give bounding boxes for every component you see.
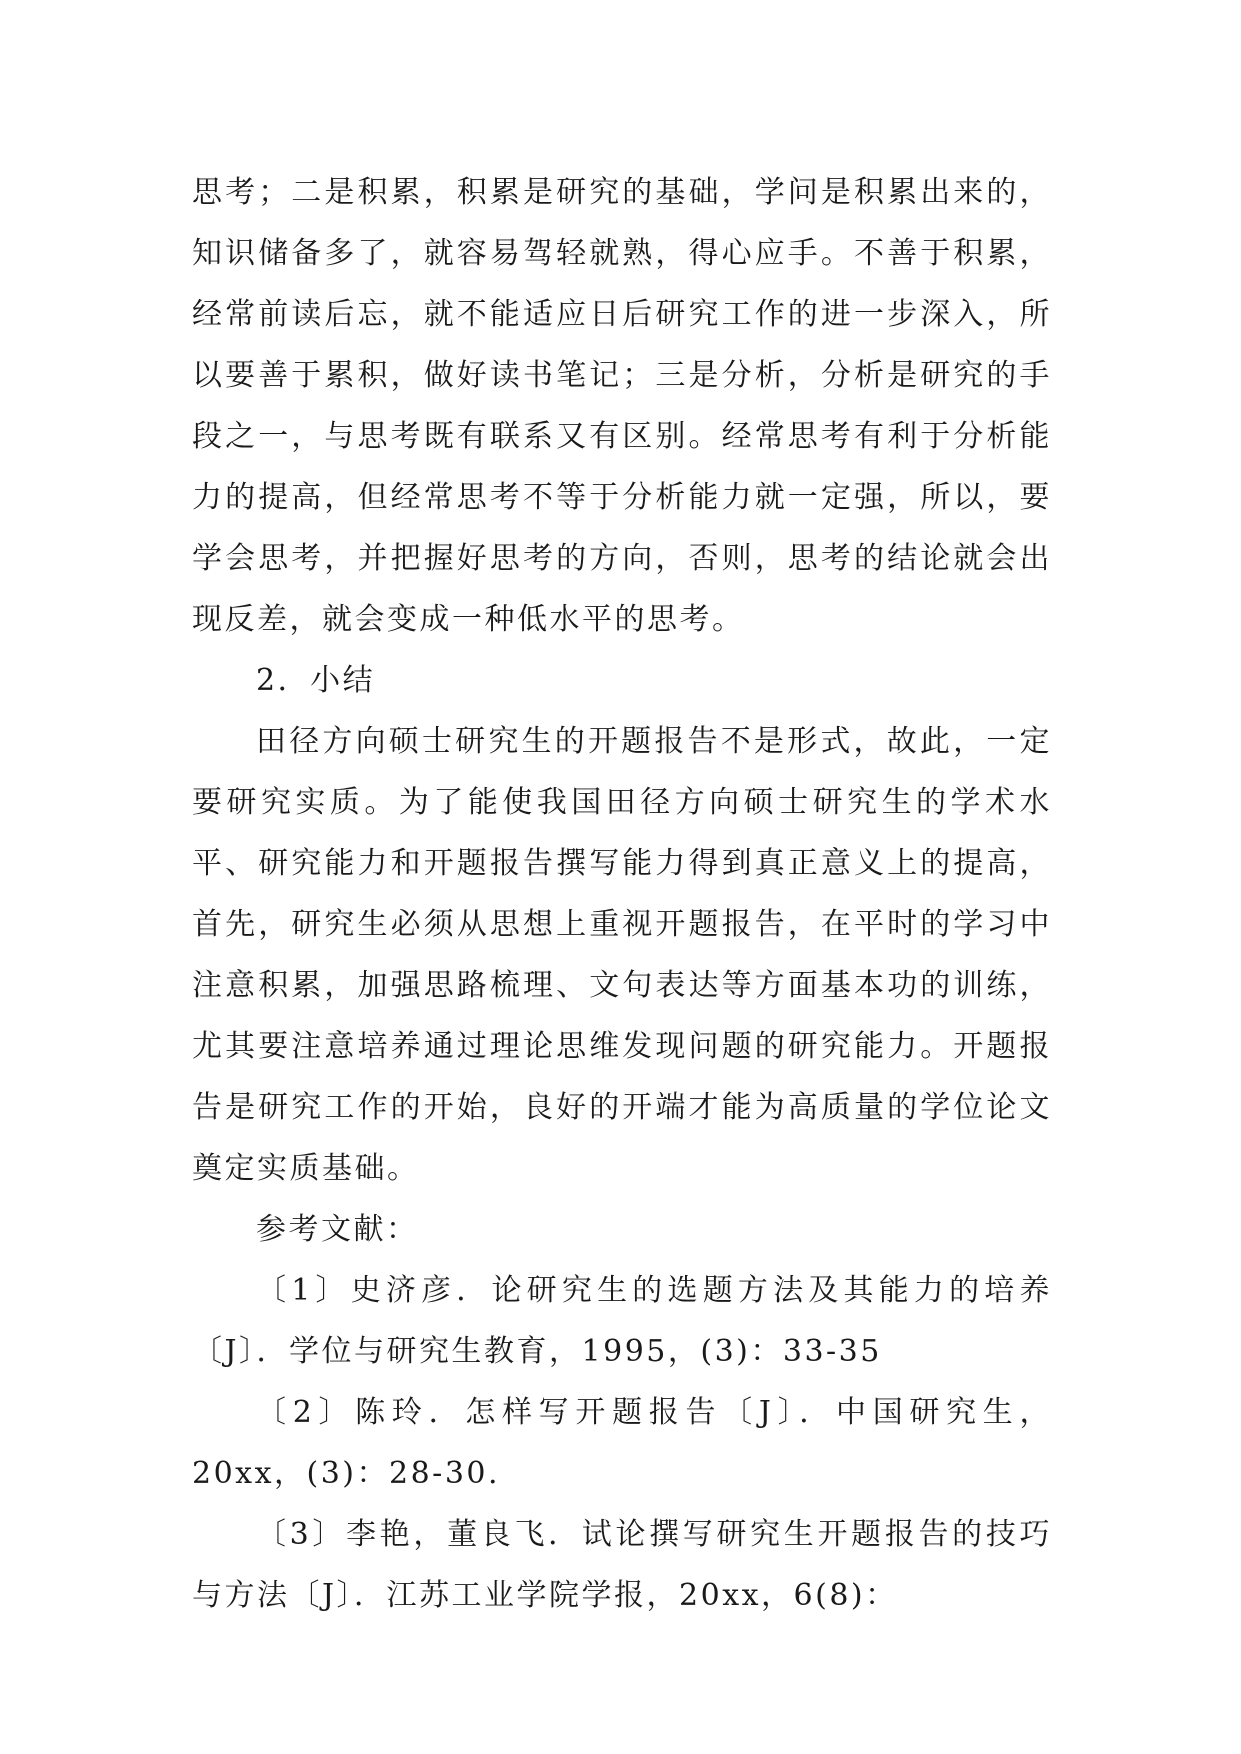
body-paragraph-continued: 思考；二是积累，积累是研究的基础，学问是积累出来的，知识储备多了，就容易驾轻就熟，得心应手。不善于积累，经常前读后忘，就不能适应日后研究工作的进一步深入，所以要善于累积，做好读书笔记；三是分析，分析是研究的手段之一，与思考既有联系又有区别。经常思考有利于分析能力的提高，但经常思考不等于分析能力就一定强，所以，要学会思考，并把握好思考的方向，否则，思考的结论就会出现反差，就会变成一种低水平的思考。: [192, 175, 1052, 637]
body-paragraph-summary: 田径方向硕士研究生的开题报告不是形式，故此，一定要研究实质。为了能使我国田径方向硕士研究生的学术水平、研究能力和开题报告撰写能力得到真正意义上的提高，首先，研究生必须从思想上重视开题报告，在平时的学习中注意积累，加强思路梳理、文句表达等方面基本功的训练，尤其要注意培养通过理论思维发现问题的研究能力。开题报告是研究工作的开始，良好的开端才能为高质量的学位论文奠定实质基础。: [192, 724, 1052, 1186]
document-body: [192, 162, 1052, 1626]
section-heading-summary: 2．小结: [256, 663, 376, 698]
references-title: 参考文献：: [256, 1212, 419, 1247]
reference-item: 〔2〕陈玲．怎样写开题报告〔J〕．中国研究生，20xx，(3)：28-30.: [192, 1395, 1052, 1491]
reference-item: 〔1〕史济彦．论研究生的选题方法及其能力的培养〔J〕．学位与研究生教育，1995，(3)：33-35: [192, 1273, 1052, 1369]
reference-item: 〔3〕李艳，董良飞．试论撰写研究生开题报告的技巧与方法〔J〕．江苏工业学院学报，20xx，6(8)：: [192, 1517, 1052, 1613]
